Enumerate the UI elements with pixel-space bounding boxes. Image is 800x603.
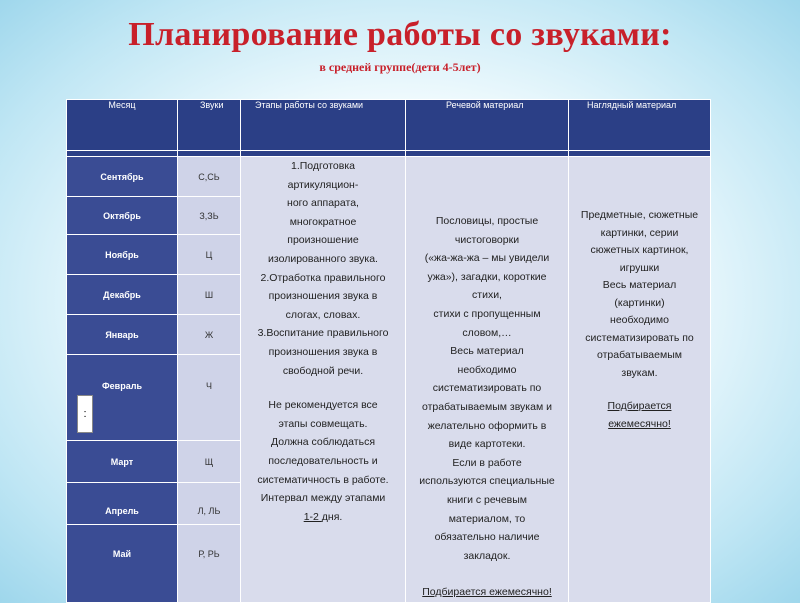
sounds-cell: Р, РЬ: [178, 525, 241, 603]
header-stages: Этапы работы со звуками: [241, 100, 406, 151]
month-cell: Сентябрь: [67, 157, 178, 197]
visual-cell: Предметные, сюжетные картинки, серии сюжетных картинок, игрушки Весь материал (картинки) необходимо систематизировать по отрабатываемым звукам. Подбирается ежемесячно!: [569, 157, 711, 603]
sounds-cell: С,СЬ: [178, 157, 241, 197]
speech-monthly-note: Подбирается ежемесячно!: [422, 586, 552, 599]
visual-monthly-note-2: ежемесячно!: [608, 417, 671, 430]
table-row: [67, 157, 711, 197]
month-cell: Апрель: [67, 483, 178, 525]
plan-table: [66, 99, 711, 603]
page-title: Планирование работы со звуками:: [128, 16, 672, 53]
visual-monthly-note-1: Подбирается: [607, 400, 672, 412]
speech-cell: Пословицы, простые чистоговорки («жа-жа-жа – мы увидели ужа»), загадки, короткие стихи, стихи с пропущенным словом,… Весь материал необходимо систематизировать по отрабатываемым звукам и желательно оформить в виде картотеки. Если в работе используются специальные книги с речевым материалом, то обязательно наличие закладок. Подбирается ежемесячно!: [406, 157, 569, 603]
sounds-cell: З,ЗЬ: [178, 197, 241, 235]
sounds-cell: Ж: [178, 315, 241, 355]
header-month: Месяц: [67, 100, 178, 151]
month-cell: Октябрь: [67, 197, 178, 235]
page-subtitle: в средней группе(дети 4-5лет): [319, 60, 481, 74]
month-cell: Ноябрь: [67, 235, 178, 275]
stages-cell: 1.Подготовка артикуляцион- ного аппарата, многократное произношение изолированного звука. 2.Отработка правильного произношения звука в слогах, словах. 3.Воспитание правильного произношения звука в свободной речи. Не рекомендуется все этапы совмещать. Должна соблюдаться последовательность и систематичность в работе. Интервал между этапами 1-2 дня.: [241, 157, 406, 603]
month-cell: Февраль :: [67, 355, 178, 441]
month-cell: Январь: [67, 315, 178, 355]
month-cell: Декабрь: [67, 275, 178, 315]
header-sounds: Звуки: [178, 100, 241, 151]
header-visual: Наглядный материал: [569, 100, 711, 151]
sounds-cell: Ч: [178, 355, 241, 441]
month-cell: Март: [67, 441, 178, 483]
colon-box: :: [77, 395, 93, 433]
sounds-cell: Ц: [178, 235, 241, 275]
sounds-cell: Ш: [178, 275, 241, 315]
sounds-cell: Л, ЛЬ: [178, 483, 241, 525]
header-row: [67, 100, 711, 151]
sounds-cell: Щ: [178, 441, 241, 483]
header-speech: Речевой материал: [406, 100, 569, 151]
interval-value: 1-2: [303, 510, 322, 523]
month-cell: Май: [67, 525, 178, 603]
